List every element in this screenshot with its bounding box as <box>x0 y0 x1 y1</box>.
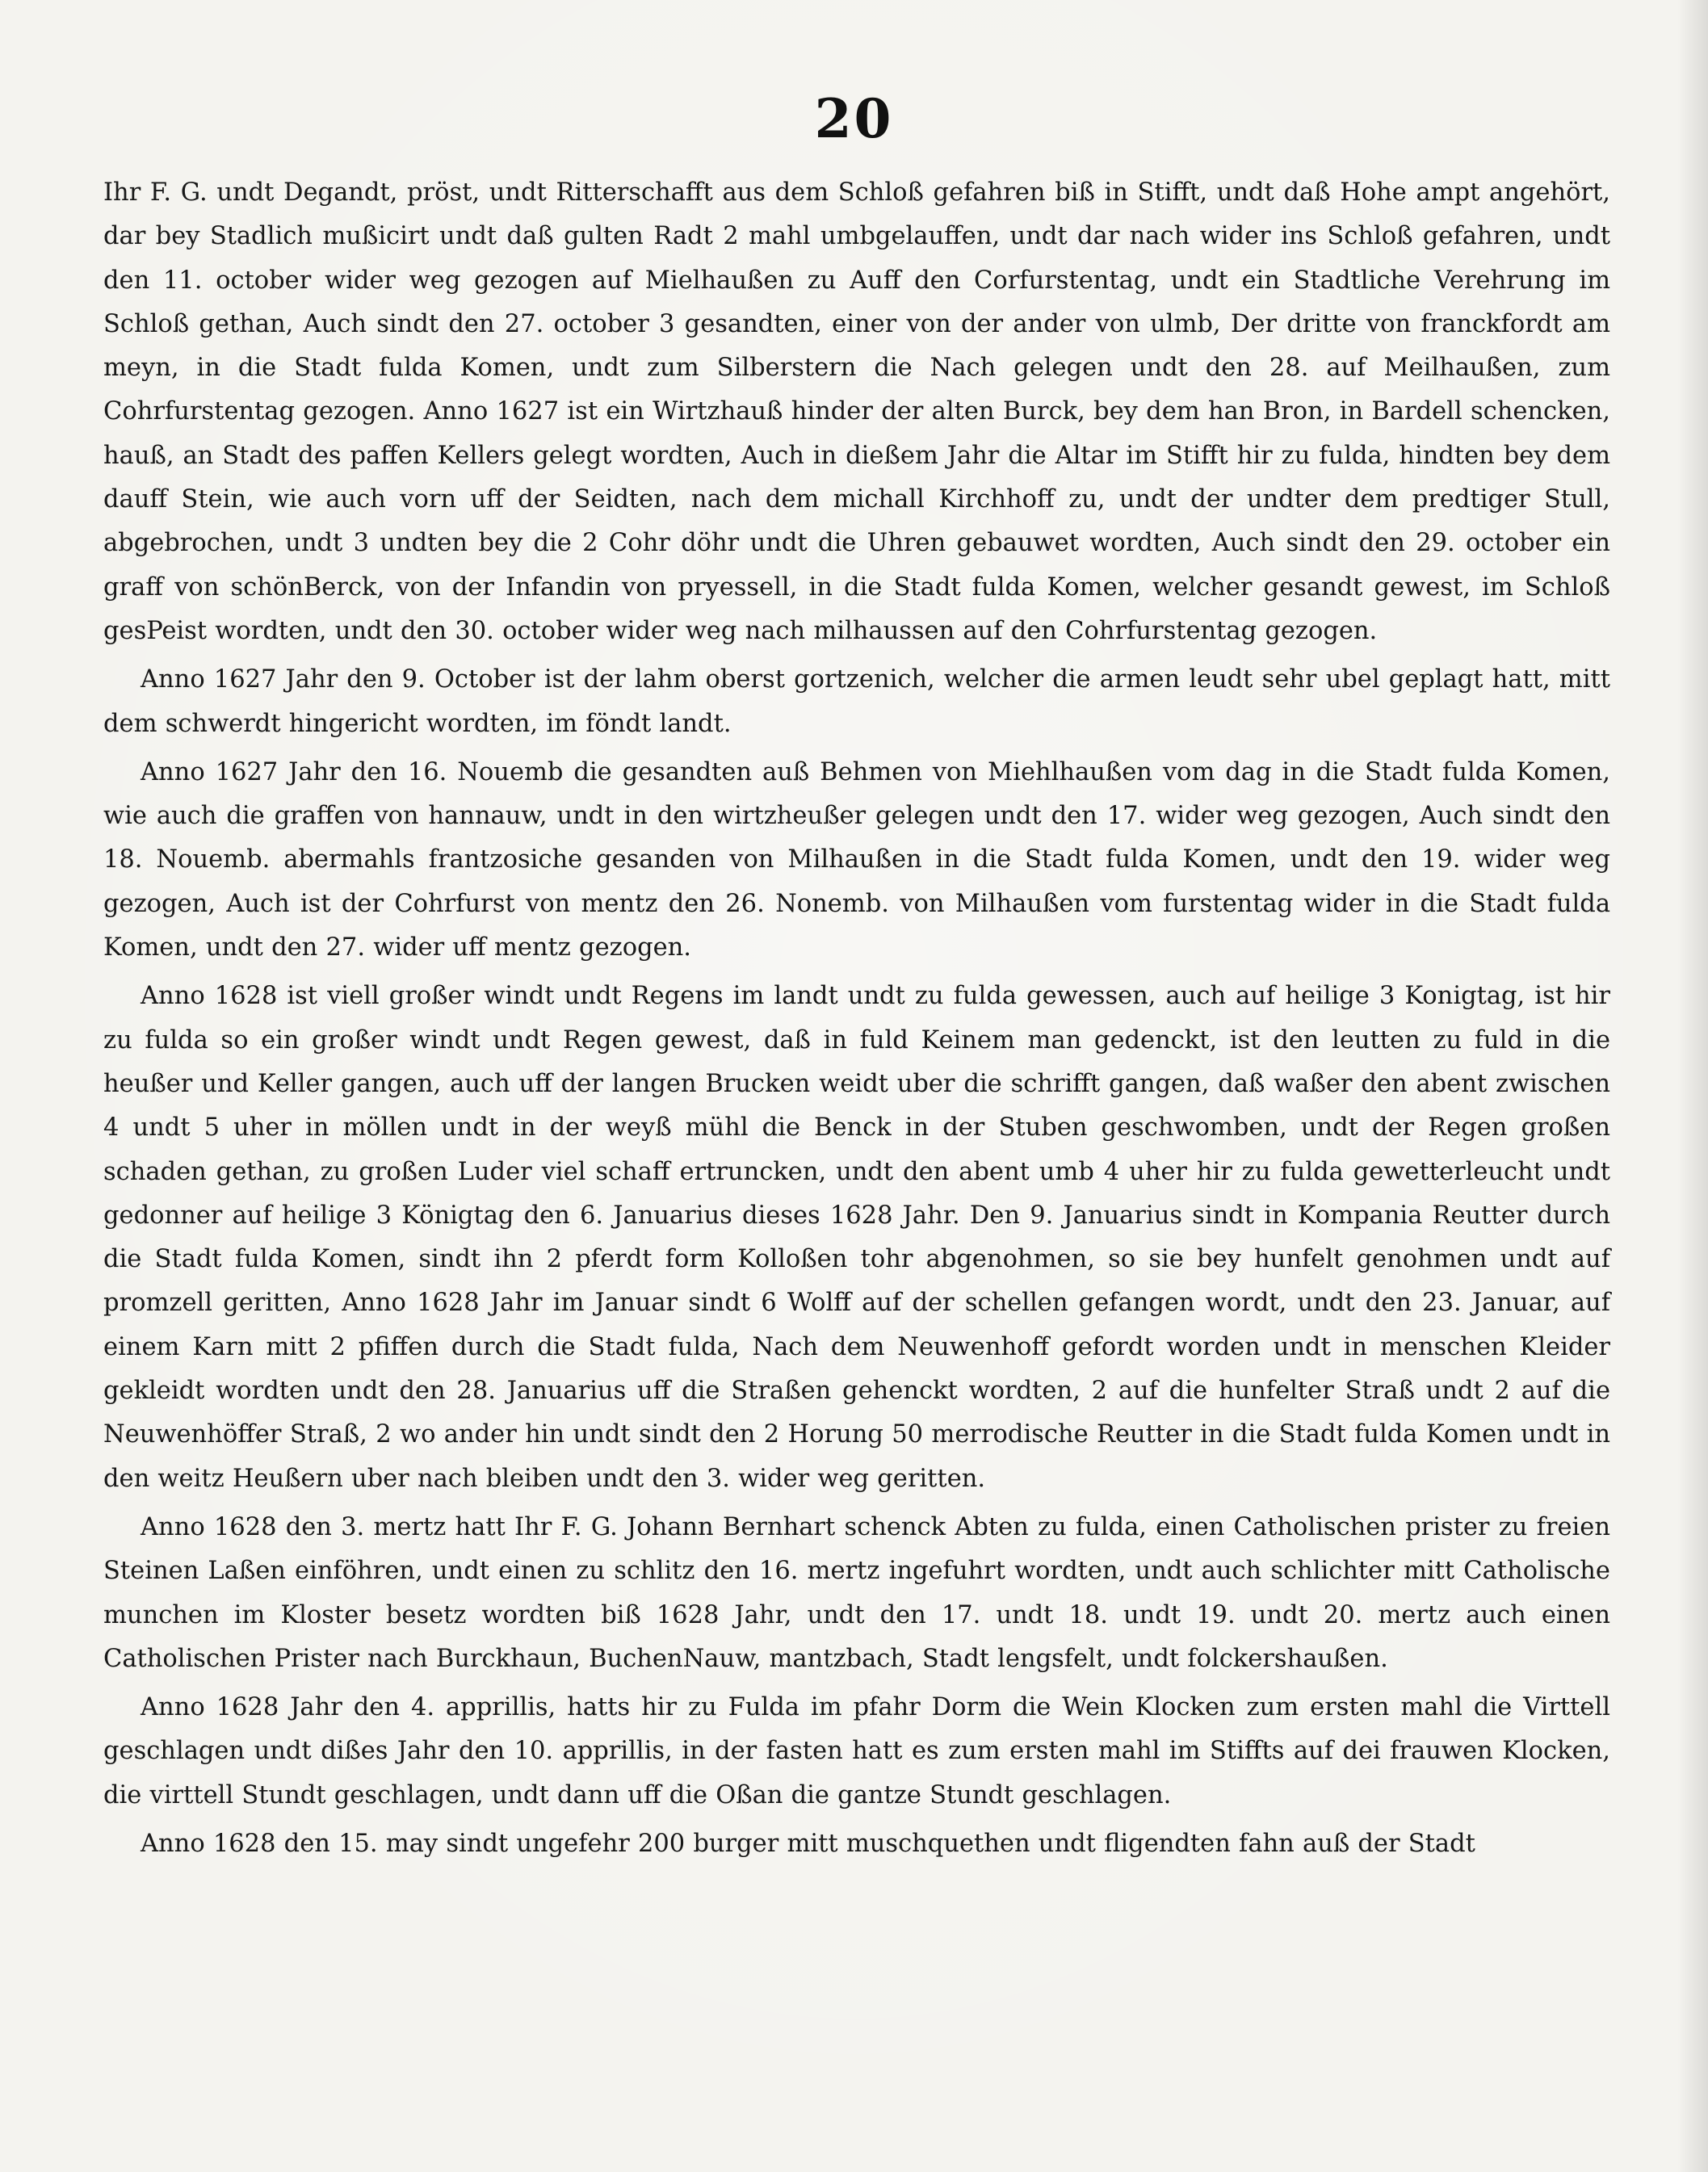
page-body-text <box>103 171 1610 1871</box>
paragraph: Anno 1628 den 3. mertz hatt Ihr F. G. Johann Bernhart schenck Abten zu fulda, einen Catholischen prister zu freien Steinen Laßen einföhren, undt einen zu schlitz den 16. mertz ingefuhrt wordten, undt auch schlichter mitt Catholische munchen im Kloster besetz wordten biß 1628 Jahr, undt den 17. undt 18. undt 19. undt 20. mertz auch einen Catholischen Prister nach Burckhaun, BuchenNauw, mantzbach, Stadt lengsfelt, undt folckershaußen. <box>103 1512 1610 1673</box>
page-number: 20 <box>814 87 894 150</box>
paragraph: Anno 1627 Jahr den 16. Nouemb die gesandten auß Behmen von Miehlhaußen vom dag in die Stadt fulda Komen, wie auch die graffen von hannauw, undt in den wirtzheußer gelegen undt den 17. wider weg gezogen, Auch sindt den 18. Nouemb. abermahls frantzosiche gesanden von Milhaußen in die Stadt fulda Komen, undt den 19. wider weg gezogen, Auch ist der Cohrfurst von mentz den 26. Nonemb. von Milhaußen vom furstentag wider in die Stadt fulda Komen, undt den 27. wider uff mentz gezogen. <box>103 757 1610 962</box>
paragraph: Anno 1628 ist viell großer windt undt Regens im landt undt zu fulda gewessen, auch auf heilige 3 Konigtag, ist hir zu fulda so ein großer windt undt Regen gewest, daß in fuld Keinem man gedenckt, ist den leutten zu fuld in die heußer und Keller gangen, auch uff der langen Brucken weidt uber die schrifft gangen, daß waßer den abent zwischen 4 undt 5 uher in möllen undt in der weyß mühl die Benck in der Stuben geschwomben, undt der Regen großen schaden gethan, zu großen Luder viel schaff ertruncken, undt den abent umb 4 uher hir zu fulda gewetterleucht undt gedonner auf heilige 3 Königtag den 6. Januarius dieses 1628 Jahr. Den 9. Januarius sindt in Kompania Reutter durch die Stadt fulda Komen, sindt ihn 2 pferdt form Kolloßen tohr abgenohmen, so sie bey hunfelt genohmen undt auf promzell geritten, Anno 1628 Jahr im Januar sindt 6 Wolff auf der schellen gefangen wordt, undt den 23. Januar, auf einem Karn mitt 2 pfiffen durch die Stadt fulda, Nach dem Neuwenhoff gefordt worden undt in menschen Kleider gekleidt wordten undt den 28. Januarius uff die Straßen gehenckt wordten, 2 auf die hunfelter Straß undt 2 auf die Neuwenhöffer Straß, 2 wo ander hin undt sindt den 2 Horung 50 merrodische Reutter in die Stadt fulda Komen undt in den weitz Heußern uber nach bleiben undt den 3. wider weg geritten. <box>103 982 1610 1493</box>
paragraph: Anno 1628 Jahr den 4. apprillis, hatts hir zu Fulda im pfahr Dorm die Wein Klocken zum ersten mahl die Virttell geschlagen undt dißes Jahr den 10. apprillis, in der fasten hatt es zum ersten mahl im Stiffts auf dei frauwen Klocken, die virttell Stundt geschlagen, undt dann uff die Oßan die gantze Stundt geschlagen. <box>103 1693 1610 1809</box>
paragraph: Ihr F. G. undt Degandt, pröst, undt Ritterschafft aus dem Schloß gefahren biß in Stifft, undt daß Hohe ampt angehört, dar bey Stadlich mußicirt undt daß gulten Radt 2 mahl umbgelauffen, undt dar nach wider ins Schloß gefahren, undt den 11. october wider weg gezogen auf Mielhaußen zu Auff den Corfurstentag, undt ein Stadtliche Verehrung im Schloß gethan, Auch sindt den 27. october 3 gesandten, einer von der ander von ulmb, Der dritte von franckfordt am meyn, in die Stadt fulda Komen, undt zum Silberstern die Nach gelegen undt den 28. auf Meilhaußen, zum Cohrfurstentag gezogen. Anno 1627 ist ein Wirtzhauß hinder der alten Burck, bey dem han Bron, in Bardell schencken, hauß, an Stadt des paffen Kellers gelegt wordten, Auch in dießem Jahr die Altar im Stifft hir zu fulda, hindten bey dem dauff Stein, wie auch vorn uff der Seidten, nach dem michall Kirchhoff zu, undt der undter dem predtiger Stull, abgebrochen, undt 3 undten bey die 2 Cohr döhr undt die Uhren gebauwet wordten, Auch sindt den 29. october ein graff von schönBerck, von der Infandin von pryessell, in die Stadt fulda Komen, welcher gesandt gewest, im Schloß gesPeist wordten, undt den 30. october wider weg nach milhaussen auf den Cohrfurstentag gezogen. <box>103 178 1610 645</box>
paragraph: Anno 1628 den 15. may sindt ungefehr 200 burger mitt muschquethen undt fligendten fahn auß der Stadt <box>141 1829 1475 1858</box>
page-edge-shadow <box>1677 0 1708 2172</box>
paragraph: Anno 1627 Jahr den 9. October ist der lahm oberst gortzenich, welcher die armen leudt sehr ubel geplagt hatt, mitt dem schwerdt hingericht wordten, im föndt landt. <box>103 665 1610 738</box>
